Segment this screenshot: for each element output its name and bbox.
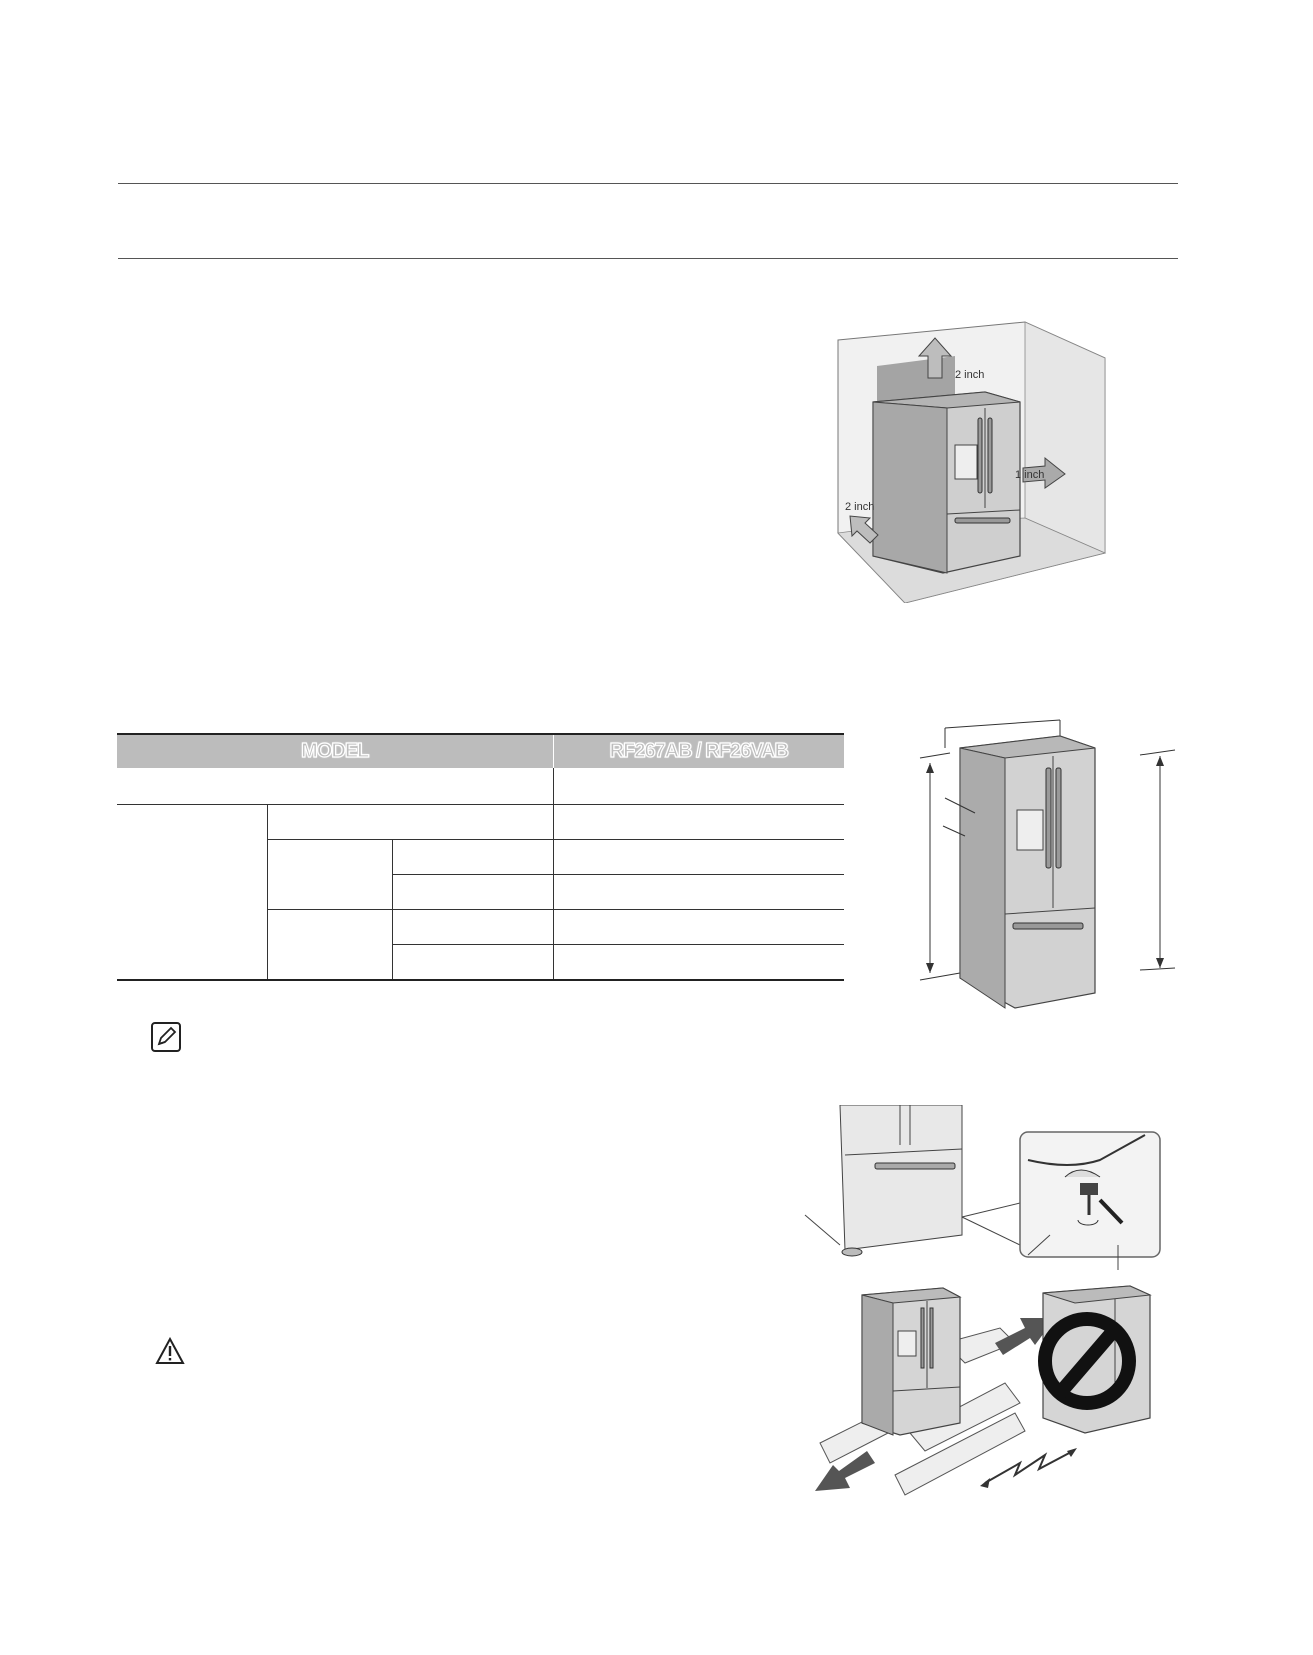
top-clearance-label: 2 inch <box>955 369 985 381</box>
back-clearance-label: 2 inch <box>845 501 875 513</box>
dimensions-figure <box>905 718 1180 1018</box>
caution-triangle-icon <box>155 1337 185 1365</box>
table-row <box>117 768 844 805</box>
side-clearance-label: 1 inch <box>1015 469 1045 481</box>
table-header-row <box>117 735 844 768</box>
table-row <box>117 805 844 840</box>
table-header-value: RF267AB / RF26VAB <box>553 735 844 768</box>
top-rule <box>118 183 1178 184</box>
note-pencil-icon <box>151 1022 181 1052</box>
dimensions-table <box>117 735 844 981</box>
clearance-figure <box>815 318 1115 603</box>
table-header-model: MODEL <box>117 735 553 768</box>
leveling-figure <box>800 1105 1180 1270</box>
bottom-rule <box>118 258 1178 259</box>
moving-figure <box>815 1283 1180 1498</box>
